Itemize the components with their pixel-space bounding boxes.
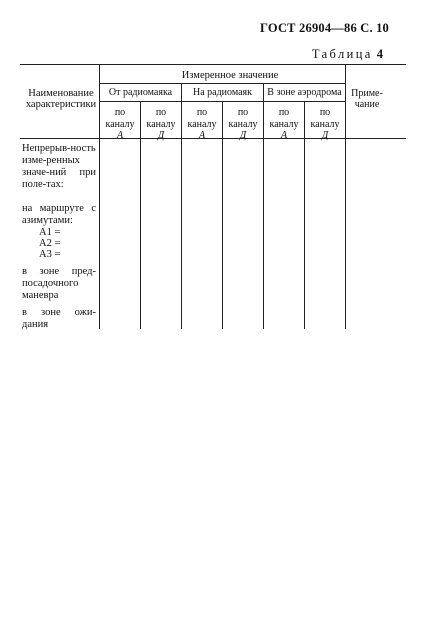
sub-header-5-prefix: по каналу (269, 107, 299, 130)
row-route-azimuths: на маршруте с азимутами: (22, 203, 96, 226)
sub-header-5 (265, 107, 303, 142)
sub-header-4-prefix: по каналу (228, 107, 258, 130)
sub-header-4 (224, 107, 262, 142)
azimuth-a1-text: A1 = (39, 227, 61, 238)
sub-header-2-prefix: по каналу (146, 107, 176, 130)
column-header-measured: Измеренное значение (181, 70, 279, 81)
row-pre-landing-zone: в зоне пред-посадочного маневра (22, 266, 96, 301)
sub-header-3 (183, 107, 221, 142)
sub-header-6-prefix: по каналу (310, 107, 340, 130)
table-caption-word: Таблица (311, 47, 373, 61)
sub-header-3-letter: А (198, 130, 206, 141)
sub-header-4-letter: Д (239, 130, 247, 141)
azimuth-a3-text: A3 = (39, 249, 61, 260)
group-header-to-beacon: На радиомаяк (192, 87, 252, 98)
col-rule-6 (304, 101, 305, 329)
sub-header-2-letter: Д (157, 130, 165, 141)
sub-header-1-letter: А (116, 130, 124, 141)
col-rule-4 (222, 101, 223, 329)
table-caption-number: 4 (376, 47, 383, 61)
sub-header-5-letter: А (280, 130, 288, 141)
col-rule-3 (181, 83, 182, 329)
sub-header-1 (101, 107, 139, 142)
col-rule-2 (140, 101, 141, 329)
azimuth-a2-text: A2 = (39, 238, 61, 249)
sub-header-1-prefix: по каналу (105, 107, 135, 130)
azimuth-a3 (39, 249, 60, 261)
sub-header-6-letter: Д (321, 130, 329, 141)
group-header-from-beacon: От радиомаяка (108, 87, 173, 98)
row-waiting-zone: в зоне ожи-дания (22, 307, 96, 330)
col-rule-7 (345, 64, 346, 329)
row-continuity-intro: Непрерыв-ность изме-ренных значе-ний при поле-тах: (22, 143, 96, 190)
table-top-rule (20, 64, 406, 65)
column-header-name: Наименование характеристики (25, 88, 97, 110)
page-header: ГОСТ 26904—86 С. 10 (260, 21, 389, 35)
sub-top-rule (100, 101, 346, 102)
sub-header-6 (306, 107, 344, 142)
group-header-aerodrome-zone: В зоне аэродрома (267, 87, 342, 98)
sub-header-2 (142, 107, 180, 142)
col-rule-1 (99, 64, 100, 329)
sub-header-3-prefix: по каналу (187, 107, 217, 130)
col-rule-5 (263, 83, 264, 329)
group-top-rule (100, 83, 346, 84)
column-header-note: Приме-чание (351, 88, 383, 110)
